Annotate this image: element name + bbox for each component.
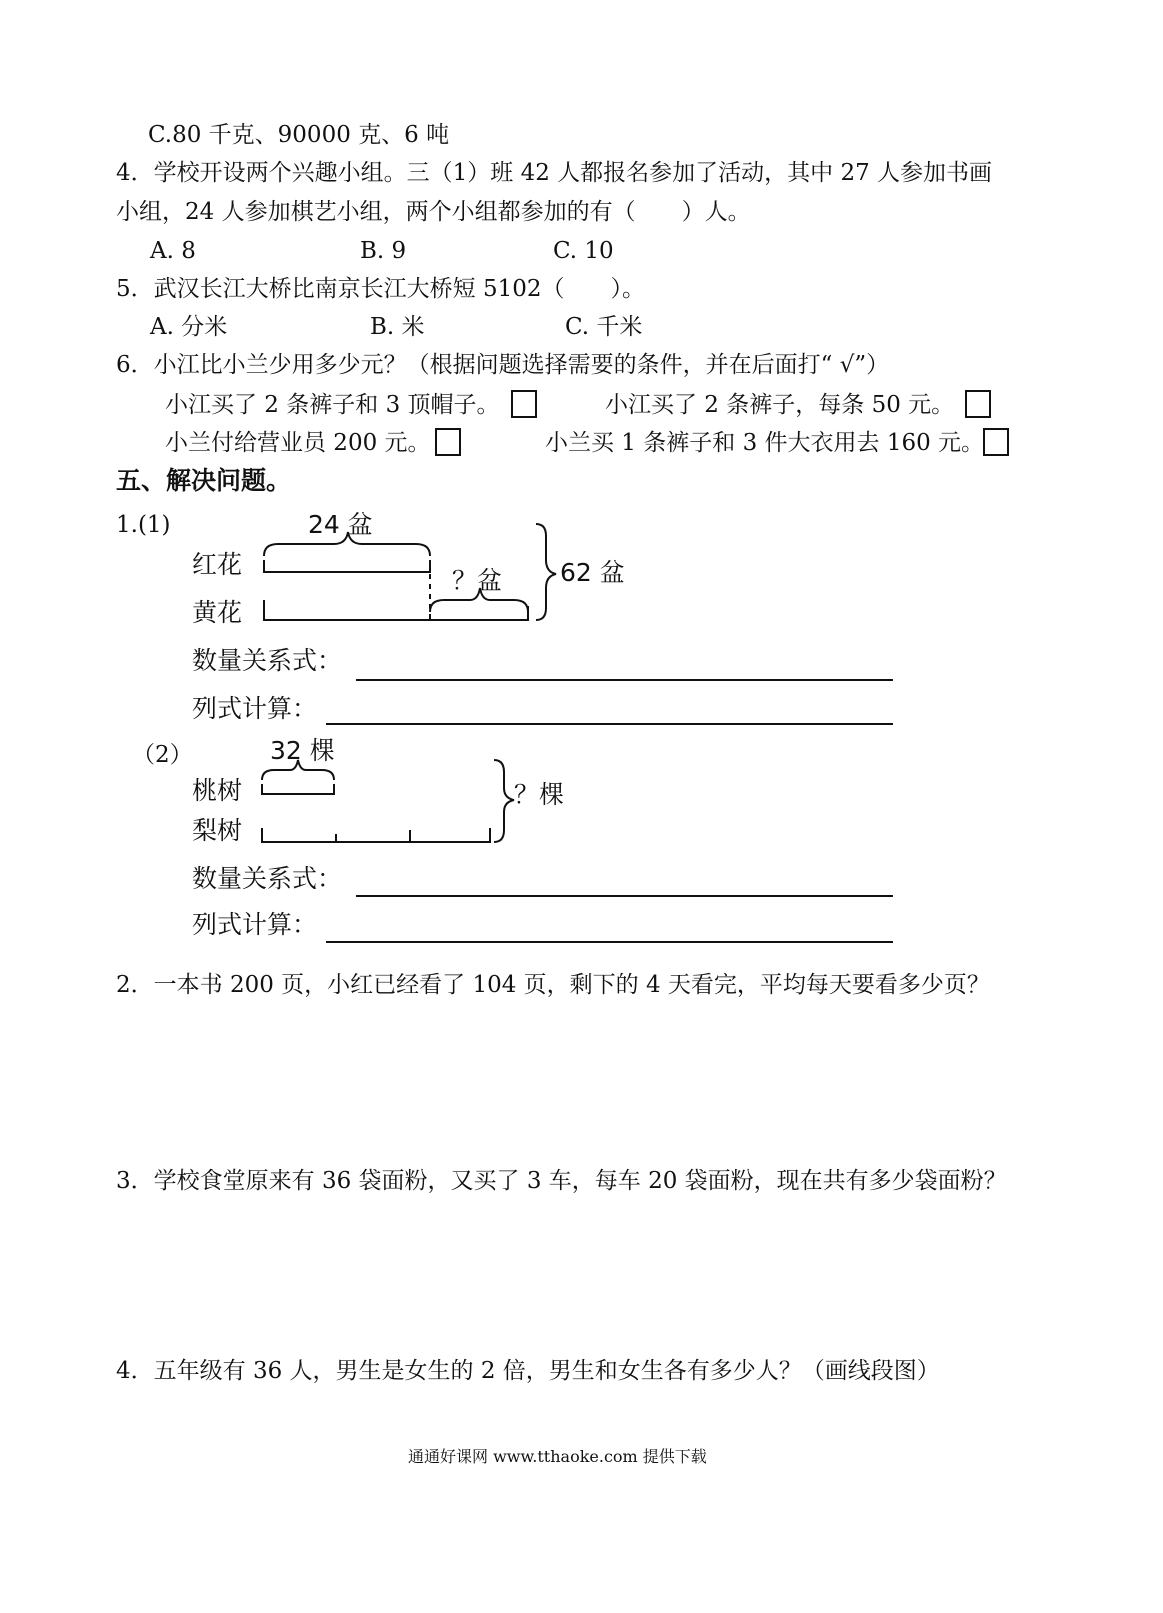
label-unknown-trees: ？棵 bbox=[514, 780, 565, 809]
q4-line1: 4．学校开设两个兴趣小组。三（1）班 42 人都报名参加了活动，其中 27 人参加书画 bbox=[116, 160, 993, 186]
label-peach-tree: 桃树 bbox=[192, 776, 243, 805]
calc-label-1: 列式计算： bbox=[192, 694, 318, 723]
label-yellow-flower: 黄花 bbox=[192, 598, 243, 627]
label-32-trees: 32 棵 bbox=[270, 736, 335, 765]
q4-text: 4．五年级有 36 人，男生是女生的 2 倍，男生和女生各有多少人？（画线段图） bbox=[116, 1358, 940, 1384]
footer-text: 通通好课网 www.tthaoke.com 提供下载 bbox=[408, 1447, 707, 1466]
label-unknown-pots: ？盆 bbox=[452, 566, 503, 595]
q1-part2-label: （2） bbox=[132, 742, 193, 768]
brace-total-trees bbox=[494, 760, 514, 842]
label-red-flower: 红花 bbox=[192, 550, 243, 579]
section5-title: 五、解决问题。 bbox=[116, 466, 292, 495]
q3-text: 3．学校食堂原来有 36 袋面粉，又买了 3 车，每车 20 袋面粉，现在共有多少袋面粉？ bbox=[116, 1168, 1007, 1194]
q1-label: 1.(1) bbox=[116, 512, 171, 538]
q6-condition-1: 小江买了 2 条裤子和 3 顶帽子。 bbox=[165, 392, 500, 418]
yellow-flower-bar bbox=[264, 600, 528, 620]
label-24-pots: 24 盆 bbox=[308, 510, 373, 539]
label-pear-tree: 梨树 bbox=[192, 816, 243, 845]
brace-total-62 bbox=[536, 524, 556, 620]
q3-option-c: C.80 千克、90000 克、6 吨 bbox=[148, 122, 450, 148]
q6-condition-4: 小兰买 1 条裤子和 3 件大衣用去 160 元。 bbox=[545, 430, 985, 456]
relation-label-1: 数量关系式： bbox=[192, 646, 343, 675]
q6-condition-2: 小江买了 2 条裤子，每条 50 元。 bbox=[605, 392, 955, 418]
red-flower-bar bbox=[264, 560, 430, 572]
label-62-pots: 62 盆 bbox=[560, 558, 625, 587]
pear-tree-bar bbox=[262, 828, 490, 842]
q4-line2: 小组，24 人参加棋艺小组，两个小组都参加的有（ ）人。 bbox=[116, 199, 751, 225]
q4-option-c: C. 10 bbox=[553, 238, 614, 264]
q5-line1: 5．武汉长江大桥比南京长江大桥短 5102（ ）。 bbox=[116, 276, 645, 302]
peach-tree-bar bbox=[262, 784, 334, 794]
q2-text: 2．一本书 200 页，小红已经看了 104 页，剩下的 4 天看完，平均每天要看多少页？ bbox=[116, 972, 990, 998]
q5-option-a: A. 分米 bbox=[150, 314, 228, 340]
q4-option-a: A. 8 bbox=[150, 238, 196, 264]
q6-line1: 6．小江比小兰少用多少元？（根据问题选择需要的条件，并在后面打“ √”） bbox=[116, 352, 890, 378]
calc-label-2: 列式计算： bbox=[192, 910, 318, 939]
relation-label-2: 数量关系式： bbox=[192, 864, 343, 893]
q4-option-b: B. 9 bbox=[360, 238, 407, 264]
q5-option-c: C. 千米 bbox=[565, 314, 643, 340]
q5-option-b: B. 米 bbox=[370, 314, 425, 340]
q6-condition-3: 小兰付给营业员 200 元。 bbox=[165, 430, 431, 456]
